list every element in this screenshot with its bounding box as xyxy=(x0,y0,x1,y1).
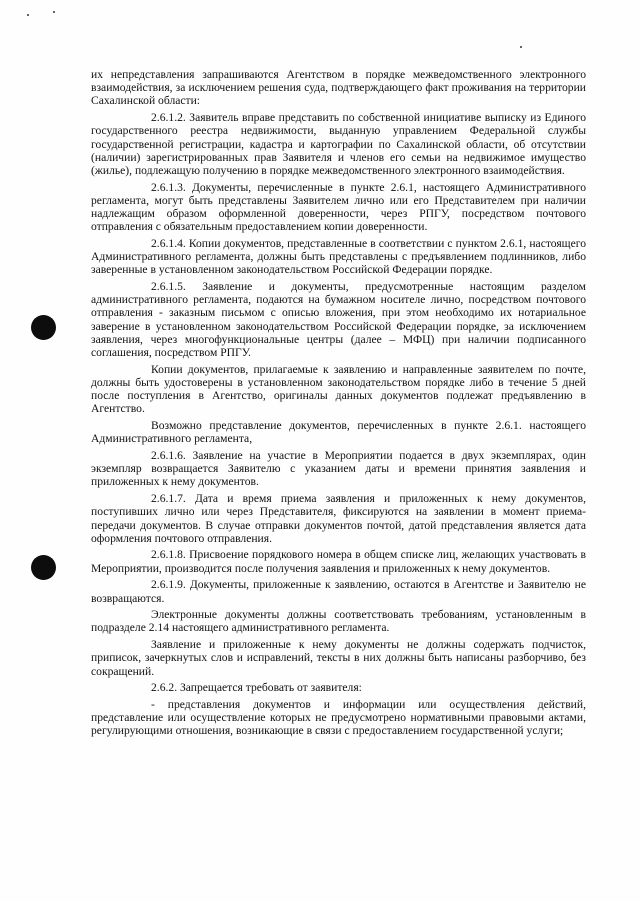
paragraph: 2.6.2. Запрещается требовать от заявителя: xyxy=(151,681,362,695)
punch-hole-icon xyxy=(31,555,56,580)
punch-hole-icon xyxy=(31,315,56,340)
paragraph: Копии документов, прилагаемые к заявлению и направленные заявителем по почте, должны быть удостоверены в установленном законодательством порядке либо в течение 5 дней после поступления в Агентство, оригиналы данных документов подлежат предъявлению в Агентство. xyxy=(91,362,586,416)
paragraph: 2.6.1.9. Документы, приложенные к заявлению, остаются в Агентстве и Заявителю не возвращаются. xyxy=(91,578,586,605)
paragraph: 2.6.1.6. Заявление на участие в Мероприятии подается в двух экземплярах, один экземпляр возвращается Заявителю с указанием даты и времени принятия заявления и приложенных к нему документов. xyxy=(91,448,586,489)
document-body xyxy=(91,68,586,741)
scan-speck xyxy=(53,11,55,13)
paragraph: 2.6.1.7. Дата и время приема заявления и приложенных к нему документов, поступивших лично или через Представителя, фиксируются на заявлении в момент приема-передачи документов. В случае отправки документов почтой, датой представления является дата оформления почтового отправления. xyxy=(91,492,586,545)
paragraph: Электронные документы должны соответствовать требованиям, установленным в подразделе 2.14 настоящего административного регламента. xyxy=(91,608,586,635)
scan-speck xyxy=(520,46,522,48)
paragraph: 2.6.1.8. Присвоение порядкового номера в общем списке лиц, желающих участвовать в Мероприятии, производится после получения заявления и приложенных к нему документов. xyxy=(91,548,586,575)
scan-speck xyxy=(27,14,29,16)
paragraph: 2.6.1.3. Документы, перечисленные в пункте 2.6.1, настоящего Административного регламента, могут быть представлены Заявителем лично или его Представителем при наличии надлежащим образом оформленной доверенности, через РПГУ, посредством почтового отправления с обязательным предоставлением копии доверенности. xyxy=(91,180,586,234)
paragraph: - представления документов и информации или осуществления действий, представление или осуществление которых не предусмотрено нормативными правовыми актами, регулирующими отношения, возникающие в связи с предоставлением государственной услуги; xyxy=(91,697,586,738)
paragraph: 2.6.1.4. Копии документов, представленные в соответствии с пунктом 2.6.1, настоящего Административного регламента, должны быть представлены с предъявлением подлинников, либо заверенные в установленном законодательством Российской Федерации порядке. xyxy=(91,236,586,277)
paragraph: 2.6.1.5. Заявление и документы, предусмотренные настоящим разделом административного регламента, подаются на бумажном носителе лично, посредством почтового отправления - заказным письмом с описью вложения, при этом необходимо их нотариальное заверение в установленном законодательством Российской Федерации порядке, за исключением заявления, через многофункциональные центры (далее – МФЦ) при наличии подписанного соглашения, посредством РПГУ. xyxy=(91,280,586,360)
paragraph: Заявление и приложенные к нему документы не должны содержать подчисток, приписок, зачеркнутых слов и исправлений, тексты в них должны быть написаны разборчиво, без сокращений. xyxy=(91,638,586,678)
paragraph: их непредставления запрашиваются Агентством в порядке межведомственного электронного взаимодействия, за исключением решения суда, подтверждающего факт проживания на территории Сахалинской области: xyxy=(91,68,586,108)
paragraph: Возможно представление документов, перечисленных в пункте 2.6.1. настоящего Административного регламента, xyxy=(91,419,586,446)
paragraph: 2.6.1.2. Заявитель вправе представить по собственной инициативе выписку из Единого государственного реестра недвижимости, выданную управлением Федеральной службы государственной регистрации, кадастра и картографии по Сахалинской области, об отсутствии (наличии) зарегистрированных прав Заявителя и членов его семьи на недвижимое имущество (жилье), подлежащую получению в порядке межведомственного электронного взаимодействия. xyxy=(91,111,586,177)
